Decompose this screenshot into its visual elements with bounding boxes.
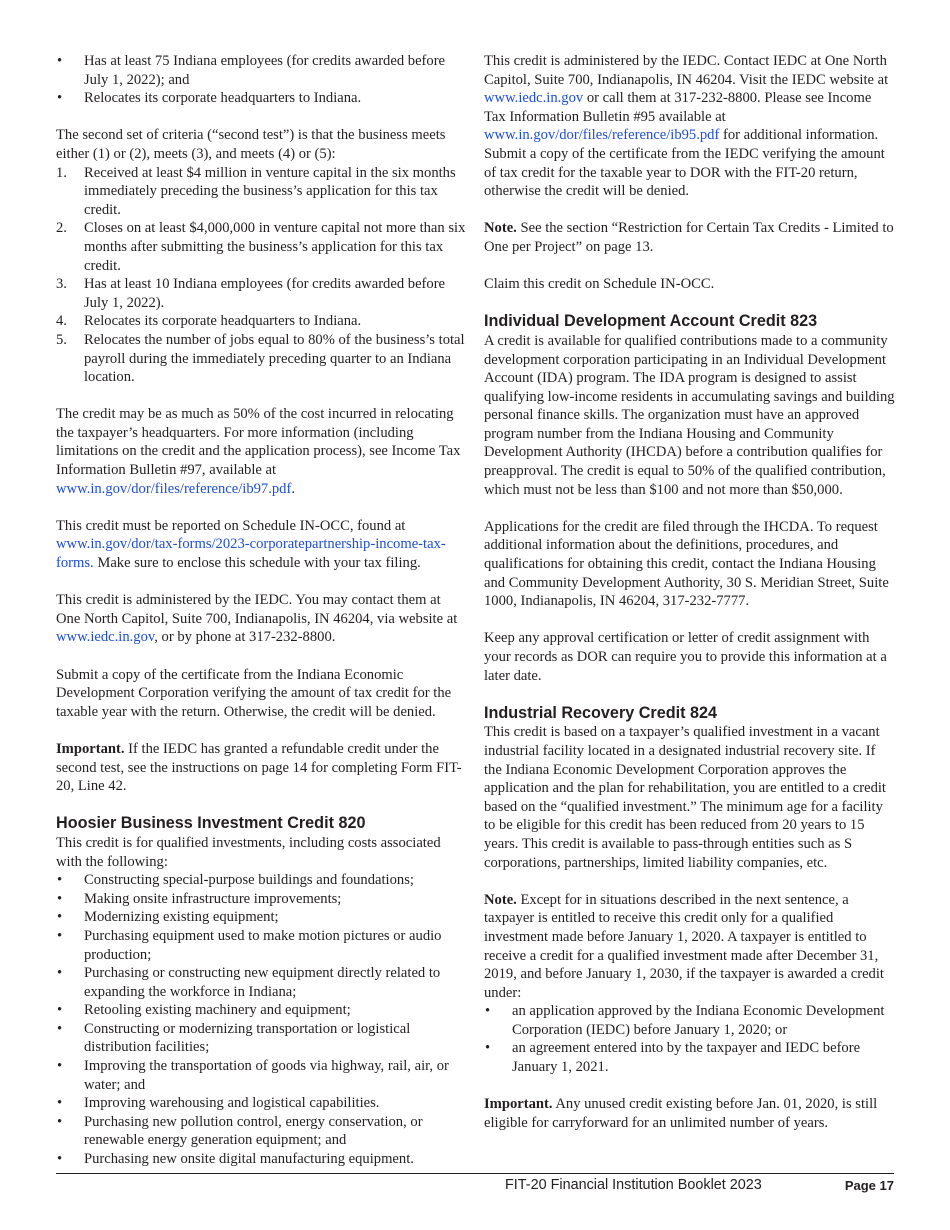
important-label: Important. xyxy=(484,1096,553,1113)
list-item: 4. Relocates its corporate headquarters to Indiana. xyxy=(56,313,362,330)
hoosier-business-investment-heading: Hoosier Business Investment Credit 820 xyxy=(56,814,366,833)
list-item: 5. Relocates the number of jobs equal to 80% of the business’s total payroll during the immediately preceding quarter to an Indiana location. xyxy=(56,331,465,386)
note-label: Note. xyxy=(484,891,517,908)
list-item: • Constructing special-purpose buildings and foundations; xyxy=(56,871,468,890)
admin-paragraph: This credit is administered by the IEDC. You may contact them at One North Capitol, Suite 700, Indianapolis, IN 46204, via website at www.iedc.in.gov, or by phone at 317-232-8800. xyxy=(56,592,458,646)
second-test-list xyxy=(56,164,468,387)
footer-title: FIT-20 Financial Institution Booklet 2023 xyxy=(505,1177,762,1193)
list-item: • Constructing or modernizing transportation or logistical distribution facilities; xyxy=(56,1020,468,1057)
ib95-link[interactable]: www.in.gov/dor/files/reference/ib95.pdf xyxy=(484,127,720,144)
list-item: • Relocates its corporate headquarters to Indiana. xyxy=(56,89,468,108)
iedc-link[interactable]: www.iedc.in.gov xyxy=(484,90,584,107)
list-item: 2. Closes on at least $4,000,000 in venture capital not more than six months after submitting the business’s application for this tax credit. xyxy=(56,220,466,274)
list-item: • Purchasing or constructing new equipment directly related to expanding the workforce in Indiana; xyxy=(56,964,468,1001)
hbi-intro: This credit is for qualified investments, including costs associated with the following: xyxy=(56,834,441,870)
note-paragraph: Note. Except for in situations described in the next sentence, a taxpayer is entitled to receive this credit only for a qualified investment made before January 1, 2020. A taxpayer is entitled to receive a credit for a qualified investment made after December 31, 2019, and before January 1, 2030, if the taxpayer is awarded a credit under: xyxy=(484,891,884,1001)
credit-amount-paragraph: The credit may be as much as 50% of the cost incurred in relocating the taxpayer’s headquarters. For more information (including limitations on the credit and the application process), see Income Tax Information Bulletin #97, available at www.in.gov/dor/files/reference/ib97.pdf. xyxy=(56,406,461,497)
hbi-list xyxy=(56,871,468,1169)
list-item: • an agreement entered into by the taxpayer and IEDC before January 1, 2021. xyxy=(484,1039,896,1076)
ida-paragraph-3: Keep any approval certification or letter of credit assignment with your records as DOR can require you to provide this information at a later date. xyxy=(484,630,887,684)
irc-paragraph-1: This credit is based on a taxpayer’s qualified investment in a vacant industrial facility located in a designated industrial recovery site. If the Indiana Economic Development Corporation approves the application and the plan for rehabilitation, you are entitled to a credit based on the “qualified investment.” The minimum age for a facility to be eligible for this credit has been reduced from 20 years to 15 years. This credit is available to pass-through entities such as S corporations, partnerships, limited liability companies, etc. xyxy=(484,724,886,871)
list-item: 1. Received at least $4 million in venture capital in the six months immediately preceding the business’s application for this tax credit. xyxy=(56,164,456,218)
important-paragraph: Important. Any unused credit existing before Jan. 01, 2020, is still eligible for carryforward for an unlimited number of years. xyxy=(484,1096,878,1131)
ida-paragraph-1: A credit is available for qualified contributions made to a community development corporation participating in an Individual Development Account (IDA) program. The IDA program is designed to assist qualifying low-income residents in accumulating savings and building personal finance skills. The organization must have an approved program number from the Indiana Housing and Community Development Authority (IHCDA) before a contribution qualifies for preapproval. The credit is equal to 50% of the qualified contribution, which must not be less than $100 and not more than $50,000. xyxy=(484,332,895,498)
individual-development-account-heading: Individual Development Account Credit 823 xyxy=(484,312,818,331)
page-number: Page 17 xyxy=(844,1178,894,1193)
iedc-link[interactable]: www.iedc.in.gov xyxy=(56,629,155,646)
list-item: • Modernizing existing equipment; xyxy=(56,908,468,927)
list-item: • Purchasing new pollution control, energy conservation, or renewable energy generation equipment; and xyxy=(56,1113,468,1150)
list-item: • an application approved by the Indiana Economic Development Corporation (IEDC) before January 1, 2020; or xyxy=(484,1002,896,1039)
important-paragraph: Important. If the IEDC has granted a refundable credit under the second test, see the instructions on page 14 for completing Form FIT-20, Line 42. xyxy=(56,740,462,795)
admin-paragraph: This credit is administered by the IEDC. Contact IEDC at One North Capitol, Suite 700, Indianapolis, IN 46204. Visit the IEDC website at www.iedc.in.gov or call them at 317-232-8800. Please see Income Tax Information Bulletin #95 available at www.in.gov/dor/files/reference/ib95.pdf for additional information. Submit a copy of the certificate from the IEDC verifying the amount of tax credit for the taxable year to DOR with the FIT-20 return, otherwise the credit will be denied. xyxy=(484,53,889,200)
footer-divider xyxy=(56,1173,894,1174)
ida-paragraph-2: Applications for the credit are filed through the IHCDA. To request additional information about the definitions, procedures, and qualifications for obtaining this credit, contact the Indiana Housing and Community Development Authority, 30 S. Meridian Street, Suite 1000, Indianapolis, IN 46204, 317-232-7777. xyxy=(484,518,889,610)
tax-forms-link[interactable]: www.in.gov/dor/tax-forms/2023-corporatepartnership-income-tax-forms. xyxy=(56,536,446,572)
note-paragraph: Note. See the section “Restriction for Certain Tax Credits - Limited to One per Project” on page 13. xyxy=(484,220,894,255)
industrial-recovery-heading: Industrial Recovery Credit 824 xyxy=(484,703,718,722)
important-label: Important. xyxy=(56,740,125,757)
list-item: 3. Has at least 10 Indiana employees (for credits awarded before July 1, 2022). xyxy=(56,276,446,311)
note-list xyxy=(484,1002,896,1076)
note-label: Note. xyxy=(484,220,517,237)
list-item: • Improving warehousing and logistical capabilities. xyxy=(56,1094,468,1113)
claim-paragraph: Claim this credit on Schedule IN-OCC. xyxy=(484,276,715,293)
list-item: • Making onsite infrastructure improvements; xyxy=(56,890,468,909)
list-item: • Retooling existing machinery and equipment; xyxy=(56,1001,468,1020)
list-item: • Purchasing equipment used to make motion pictures or audio production; xyxy=(56,927,468,964)
submit-paragraph: Submit a copy of the certificate from the Indiana Economic Development Corporation verifying the amount of tax credit for the taxable year with the return. Otherwise, the credit will be denied. xyxy=(56,666,452,720)
second-test-intro: The second set of criteria (“second test”) is that the business meets either (1) or (2), meets (3), and meets (4) or (5): xyxy=(56,127,446,162)
list-item: • Has at least 75 Indiana employees (for credits awarded before July 1, 2022); and xyxy=(56,52,468,89)
list-item: • Purchasing new onsite digital manufacturing equipment. xyxy=(56,1150,468,1169)
list-item: • Improving the transportation of goods via highway, rail, air, or water; and xyxy=(56,1057,468,1094)
first-test-bullets xyxy=(56,52,468,108)
left-column xyxy=(56,52,468,1169)
right-column xyxy=(484,52,896,1151)
report-paragraph: This credit must be reported on Schedule IN-OCC, found at www.in.gov/dor/tax-forms/2023-corporatepartnership-income-tax-forms. Make sure to enclose this schedule with your tax filing. xyxy=(56,517,446,572)
ib97-link[interactable]: www.in.gov/dor/files/reference/ib97.pdf xyxy=(56,480,292,497)
